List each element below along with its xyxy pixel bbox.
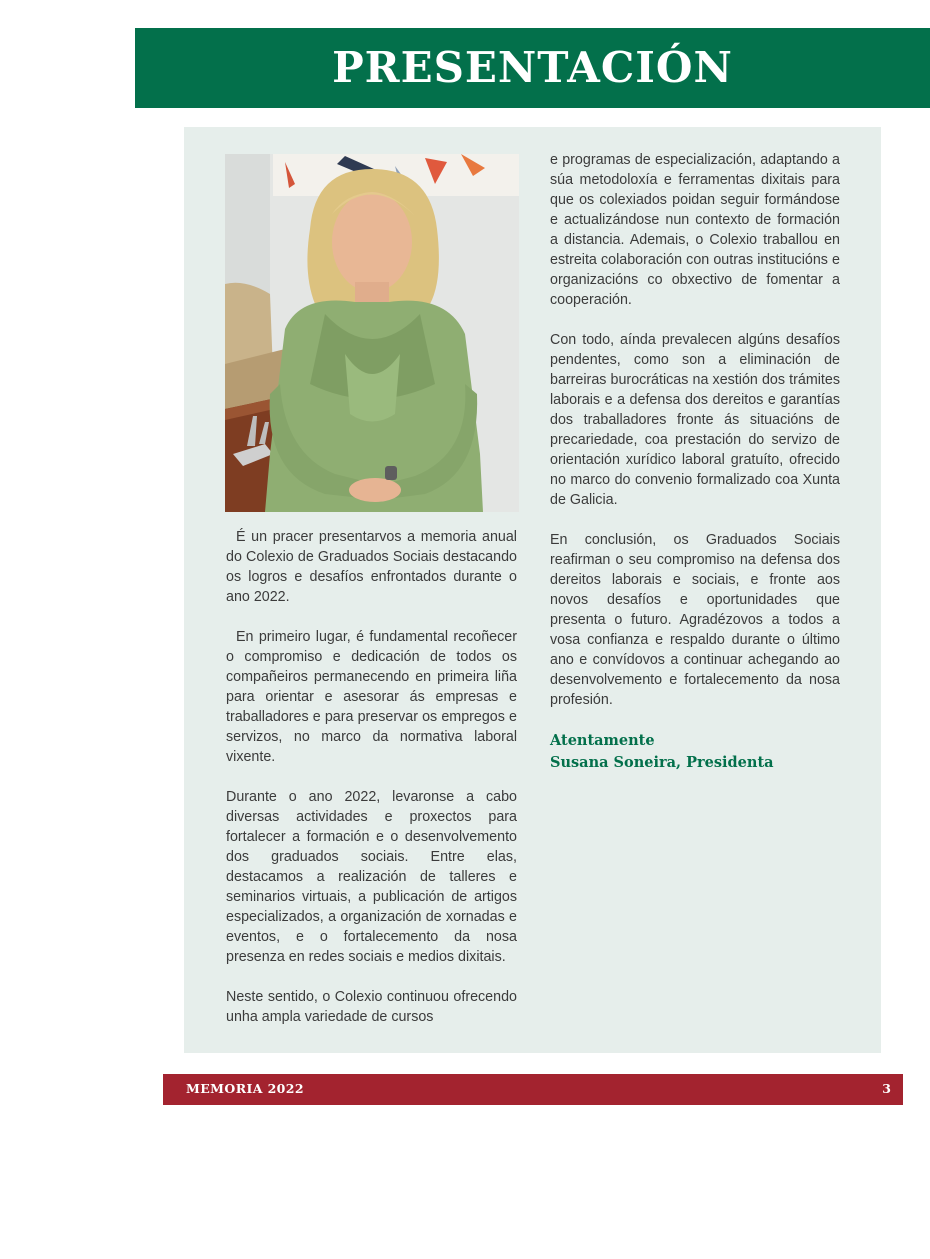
page-title: PRESENTACIÓN (332, 43, 733, 92)
footer-band (163, 1074, 903, 1105)
body-paragraph: En primeiro lugar, é fundamental recoñecer o compromiso e dedicación de todos os compañeiros permanecendo en primeira liña para orientar e asesorar ás empresas e traballadores e para preservar os empregos e servizos, no marco da normativa laboral vixente. (226, 629, 517, 765)
conclusion-paragraph: En conclusión, os Graduados Sociais reafirman o seu compromiso na defensa dos dereitos laborais e sociais, e fronte aos novos desafíos e oportunidades que presenta o futuro. Agradézovos a todos a vosa confianza e respaldo durante o último ano e convídovos a continuar achegando ao desenvolvemento e fortalecemento da nosa profesión. (550, 532, 840, 708)
right-text-column (550, 150, 840, 774)
body-paragraph: Neste sentido, o Colexio continuou ofrecendo unha ampla variedade de cursos (226, 989, 517, 1025)
closing-salutation: Atentamente (550, 732, 655, 749)
signature: Susana Soneira, Presidenta (550, 754, 774, 771)
header-band (135, 28, 930, 108)
body-paragraph: Con todo, aínda prevalecen algúns desafíos pendentes, como son a eliminación de barreiras burocráticas na xestión dos trámites laborais e a defensa dos dereitos e garantías dos traballadores fronte ás situacións de precariedade, coa prestación do servizo de orientación xurídico laboral gratuíto, ofrecido no marco do convenio formalizado coa Xunta de Galicia. (550, 332, 840, 508)
footer-label: MEMORIA 2022 (186, 1081, 304, 1096)
page-number: 3 (882, 1081, 891, 1096)
intro-paragraph: É un pracer presentarvos a memoria anual do Colexio de Graduados Sociais destacando os logros e desafíos enfrontados durante o ano 2022. (226, 529, 517, 605)
body-paragraph: e programas de especialización, adaptando a súa metodoloxía e ferramentas dixitais para que os colexiados poidan seguir formándose e actualizándose nun contexto de formación a distancia. Ademais, o Colexio traballou en estreita colaboración con outras institucións e organizacións co obxectivo de fomentar a cooperación. (550, 152, 840, 308)
body-paragraph: Durante o ano 2022, levaronse a cabo diversas actividades e proxectos para fortalecer a formación e o desenvolvemento dos graduados sociais. Entre elas, destacamos a realización de talleres e seminarios virtuais, a publicación de artigos especializados, a organización de xornadas e eventos, e o fortalecemento da nosa presenza en redes sociais e medios dixitais. (226, 789, 517, 965)
portrait-illustration (225, 154, 519, 512)
portrait-photo (225, 154, 519, 512)
left-text-column (226, 527, 517, 1047)
